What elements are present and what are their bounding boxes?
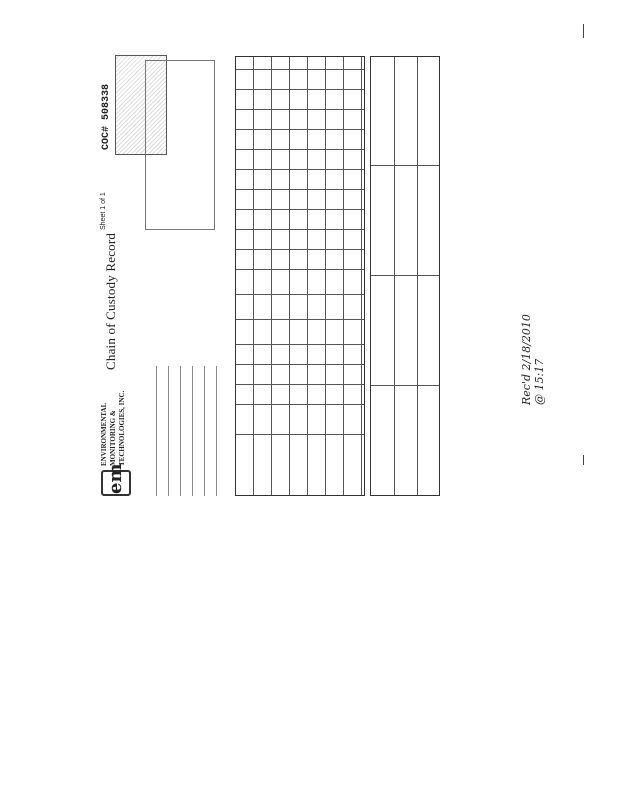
sample-receipt-cell <box>371 55 439 165</box>
grid-divider <box>236 249 364 250</box>
grid-divider <box>236 384 364 385</box>
rotated-form-content <box>95 50 445 500</box>
coc-number <box>101 84 112 150</box>
sample-grid <box>235 56 365 496</box>
grid-row <box>290 57 308 495</box>
sheet-info <box>99 192 108 230</box>
signature-row-divider <box>417 57 418 495</box>
grid-divider <box>236 269 364 270</box>
grid-divider <box>236 149 364 150</box>
handwritten-received-note <box>520 314 546 405</box>
coc-value: 508338 <box>101 83 112 120</box>
grid-row <box>272 57 290 495</box>
shipping-cell <box>371 165 439 275</box>
relinquished-by-cell <box>371 385 439 495</box>
client-info-block <box>145 366 217 496</box>
chain-of-custody-form <box>95 50 445 500</box>
logo-mark: em <box>101 470 131 496</box>
sheet-value: 1 of 1 <box>100 192 107 210</box>
handwritten-note-line-1: Rec'd 2/18/2010 <box>520 314 533 405</box>
grid-divider <box>236 129 364 130</box>
grid-divider <box>236 319 364 320</box>
address-row <box>157 366 169 496</box>
grid-divider <box>236 434 364 435</box>
company-name-line-1: ENVIRONMENTAL <box>100 402 108 466</box>
sheet-label: Sheet <box>100 211 107 230</box>
grid-divider <box>236 169 364 170</box>
grid-row <box>344 57 362 495</box>
company-name-line-2: MONITORING & <box>109 410 117 466</box>
grid-divider <box>236 404 364 405</box>
grid-divider <box>236 364 364 365</box>
grid-header-row <box>236 57 254 495</box>
container-legend <box>145 240 235 360</box>
grid-divider <box>236 189 364 190</box>
po-row <box>193 366 205 496</box>
signature-row-divider <box>394 57 395 495</box>
signature-block <box>370 56 440 496</box>
client-row <box>145 366 157 496</box>
received-by-cell <box>371 275 439 385</box>
project-row <box>181 366 193 496</box>
grid-divider <box>236 69 364 70</box>
grid-row <box>308 57 326 495</box>
scan-edge-mark-bottom <box>583 455 584 465</box>
sampler-row <box>205 366 217 496</box>
grid-divider <box>236 209 364 210</box>
handwritten-note-line-2: @ 15:17 <box>533 358 546 405</box>
grid-divider <box>236 229 364 230</box>
grid-row <box>326 57 344 495</box>
grid-divider <box>236 294 364 295</box>
preservation-box <box>145 60 215 230</box>
company-logo <box>99 376 137 496</box>
grid-divider <box>236 344 364 345</box>
phone-row <box>169 366 181 496</box>
grid-divider <box>236 109 364 110</box>
grid-divider <box>236 89 364 90</box>
grid-row <box>254 57 272 495</box>
scan-edge-mark-top <box>583 24 584 38</box>
company-name <box>100 376 127 466</box>
document-title: Chain of Custody Record <box>103 232 118 370</box>
company-name-line-3: TECHNOLOGIES, INC. <box>118 390 126 466</box>
coc-label: COC# <box>101 125 112 150</box>
